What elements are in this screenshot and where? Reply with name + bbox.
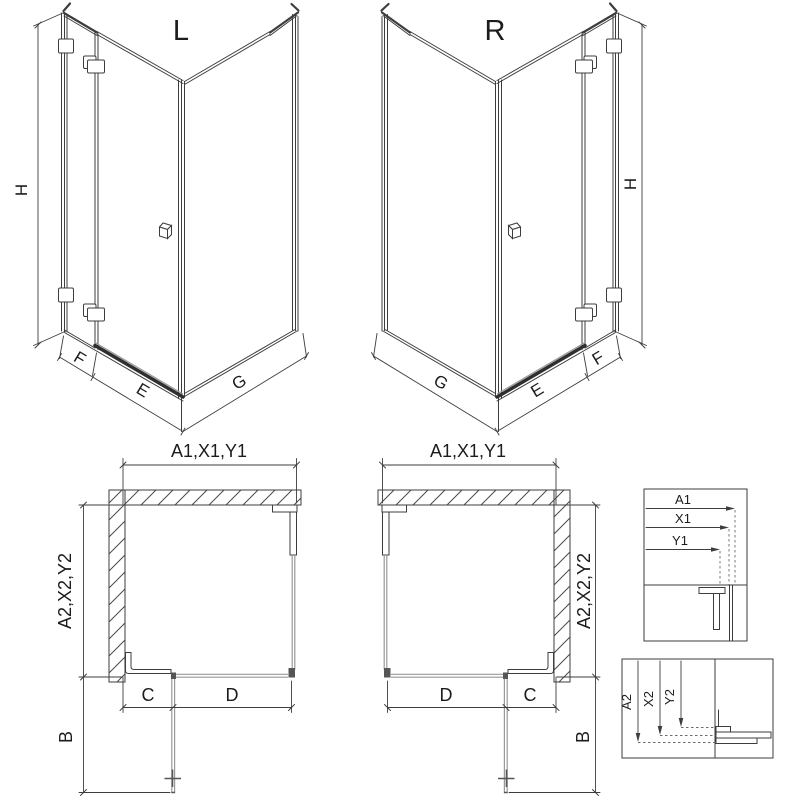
- plan-right-dim-depth: A2,X2,Y2: [574, 552, 594, 630]
- iso-drawing-left: [34, 4, 309, 436]
- detail-box-depth: [622, 659, 773, 758]
- plan-right-dim-width: A1,X1,Y1: [429, 441, 507, 461]
- wall-hatch: [379, 491, 570, 505]
- plan-left-dim-d: D: [225, 685, 239, 705]
- plan-left-dim-depth: A2,X2,Y2: [55, 552, 75, 630]
- detail-depth-x2: X2: [641, 691, 656, 707]
- iso-drawing-right: [372, 4, 647, 436]
- detail-width-y1: Y1: [672, 533, 688, 548]
- detail-frame: [644, 489, 747, 641]
- rail-section: [716, 727, 731, 733]
- plan-right-dim-c: C: [523, 685, 537, 705]
- rail-section: [716, 732, 771, 738]
- iso-left-dim-h: H: [12, 183, 31, 197]
- plan-left-dim-c: C: [141, 685, 155, 705]
- plan-left-dim-width: A1,X1,Y1: [170, 441, 248, 461]
- wall-hatch: [110, 491, 301, 505]
- wall-hatch: [555, 505, 570, 682]
- iso-left-title: L: [172, 15, 190, 47]
- iso-right-dim-e: E: [527, 379, 547, 402]
- detail-width-x1: X1: [675, 511, 691, 526]
- iso-right-title: R: [484, 15, 506, 47]
- detail-width-a1: A1: [675, 492, 691, 507]
- iso-left-dim-f: F: [70, 347, 90, 370]
- rail-section: [716, 738, 757, 744]
- bracket-section: [714, 594, 720, 630]
- iso-left-dim-e: E: [133, 379, 153, 402]
- detail-depth-y2: Y2: [662, 689, 677, 705]
- iso-left-dim-g: G: [228, 370, 250, 394]
- plan-right-dim-b: B: [573, 730, 593, 744]
- plan-right-dim-d: D: [439, 685, 453, 705]
- plan-left-dim-b: B: [56, 730, 76, 744]
- detail-depth-a2: A2: [619, 694, 634, 710]
- bracket-section: [699, 588, 725, 594]
- side-glass-section: [730, 585, 733, 641]
- iso-right-dim-g: G: [430, 370, 452, 394]
- wall-hatch: [110, 505, 125, 682]
- iso-right-dim-h: H: [621, 177, 640, 191]
- iso-right-dim-f: F: [588, 347, 608, 370]
- detail-box-width: [644, 489, 747, 641]
